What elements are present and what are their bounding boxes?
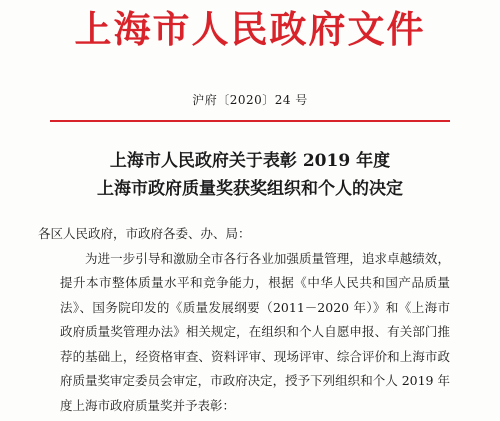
document-number: 沪府〔2020〕24 号 bbox=[192, 93, 308, 107]
body-paragraph: 为进一步引导和激励全市各行各业加强质量管理，追求卓越绩效，提升本市整体质量水平和竞争能力，根据《中华人民共和国产品质量法》、国务院印发的《质量发展纲要（2011－2020 年）》和《上海市政府质量奖管理办法》相关规定，在组织和个人自愿申报、有关部门推荐的基础上，经资格审查、资料评审、现场评审、综合评价和上海市政府质量奖审定委员会审定，市政府决定，授予下列组织和个人 2019 年度上海市政府质量奖并予表彰： bbox=[60, 250, 450, 413]
document-body bbox=[38, 222, 450, 418]
document-masthead: 上海市人民政府文件 bbox=[74, 7, 426, 51]
red-divider-rule bbox=[50, 120, 450, 122]
salutation: 各区人民政府，市政府各委、办、局： bbox=[38, 226, 251, 241]
document-title-line-1: 上海市人民政府关于表彰 2019 年度 bbox=[109, 151, 391, 171]
document-title-line-2: 上海市政府质量奖获奖组织和个人的决定 bbox=[97, 179, 403, 199]
